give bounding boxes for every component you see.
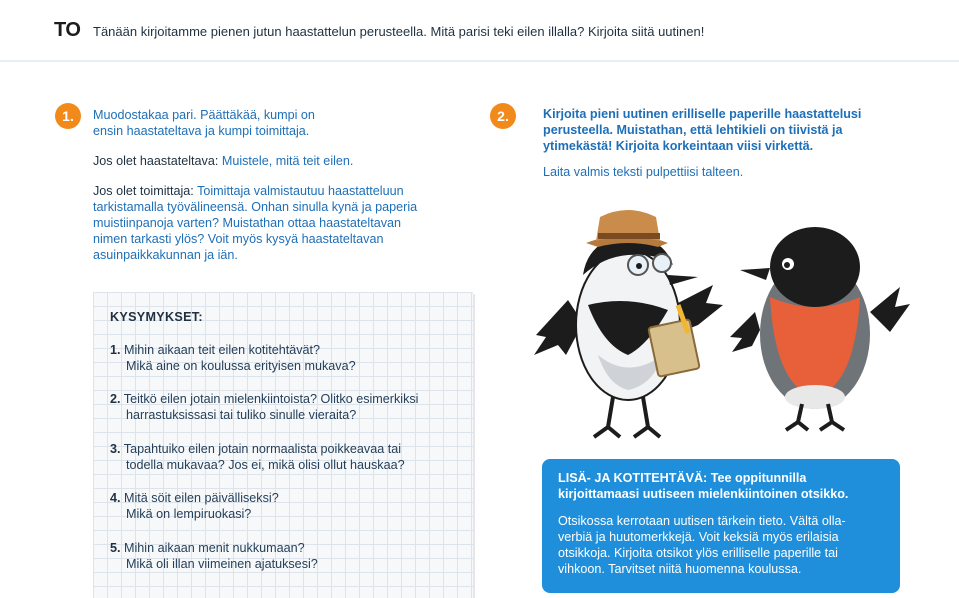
question-number: 3.: [110, 442, 121, 456]
question-line: Mitä söit eilen päivälliseksi?: [124, 491, 279, 505]
question-line: Teitkö eilen jotain mielenkiintoista? Olitko esimerkiksi: [123, 392, 419, 406]
intro-text: Tänään kirjoitamme pienen jutun haastattelun perusteella. Mitä parisi teki eilen illalla? Kirjoita siitä uutinen!: [93, 24, 705, 39]
question-item-4: [110, 490, 470, 522]
homework-text-line-4: vihkoon. Tarvitset niitä huomenna koulussa.: [558, 562, 802, 576]
task-2-line-4: Laita valmis teksti pulpettiisi talteen.: [543, 165, 744, 179]
question-number: 5.: [110, 541, 121, 555]
journalist-label: Jos olet toimittaja:: [93, 184, 194, 198]
task-2-line-1: Kirjoita pieni uutinen erilliselle paperille haastattelusi: [543, 107, 862, 121]
question-item-1: [110, 342, 470, 374]
question-line: Tapahtuiko eilen jotain normaalista poikkeavaa tai: [123, 442, 402, 456]
task-2-line-3: ytimekästä! Kirjoita korkeintaan viisi virkettä.: [543, 139, 814, 153]
header-divider: [0, 60, 959, 62]
task-1-block: [93, 107, 493, 263]
homework-title-line-2: kirjoittamaasi uutiseen mielenkiintoinen otsikko.: [558, 487, 849, 501]
homework-text-line-1: Otsikossa kerrotaan uutisen tärkein tieto. Vältä olla-: [558, 514, 846, 528]
homework-text-line-2: verbiä ja huutomerkkejä. Voit keksiä myös erilaisia: [558, 530, 839, 544]
question-line: Mikä on lempiruokasi?: [126, 507, 252, 521]
journalist-bird-illustration: [528, 205, 728, 440]
question-line: todella mukavaa? Jos ei, mikä olisi ollut hauskaa?: [126, 458, 405, 472]
journalist-paragraph: [93, 183, 493, 263]
interviewee-text: Muistele, mitä teit eilen.: [221, 154, 354, 168]
task-2-block: [543, 106, 923, 180]
page-label: TO: [54, 19, 81, 41]
homework-text: [558, 513, 890, 577]
task-1-number-badge: 1.: [55, 103, 81, 129]
journalist-text-5: asuinpaikkakunnan ja iän.: [93, 248, 238, 262]
task-1-intro-line-2: ensin haastateltava ja kumpi toimittaja.: [93, 124, 310, 138]
journalist-text-1: Toimittaja valmistautuu haastatteluun: [197, 184, 404, 198]
question-line: Mihin aikaan menit nukkumaan?: [124, 541, 305, 555]
journalist-text-3: muistiinpanoja varten? Muistathan ottaa haastateltavan: [93, 216, 402, 230]
question-line: Mihin aikaan teit eilen kotitehtävät?: [124, 343, 321, 357]
journalist-text-4: nimen tarkasti ylös? Voit myös kysyä haastateltavan: [93, 232, 384, 246]
homework-title-line-1: LISÄ- JA KOTITEHTÄVÄ: Tee oppitunnilla: [558, 471, 807, 485]
question-line: Mikä oli illan viimeinen ajatuksesi?: [126, 557, 318, 571]
question-number: 2.: [110, 392, 121, 406]
task-2-line-2: perusteella. Muistathan, että lehtikieli on tiivistä ja: [543, 123, 843, 137]
question-line: harrastuksissasi tai tuliko sinulle vieraita?: [126, 408, 357, 422]
question-item-5: [110, 540, 470, 572]
question-line: Mikä aine on koulussa erityisen mukava?: [126, 359, 356, 373]
homework-text-line-3: otsikkoja. Kirjoita otsikot ylös erilliselle paperille tai: [558, 546, 838, 560]
questions-title: KYSYMYKSET:: [110, 310, 203, 324]
question-item-2: [110, 391, 470, 423]
task-1-intro-line-1: Muodostakaa pari. Päättäkää, kumpi on: [93, 108, 315, 122]
journalist-text-2: tarkistamalla työvälineensä. Onhan sinulla kynä ja paperia: [93, 200, 418, 214]
question-item-3: [110, 441, 470, 473]
question-number: 1.: [110, 343, 121, 357]
task-2-number-badge: 2.: [490, 103, 516, 129]
interviewee-paragraph: [93, 153, 493, 169]
interviewee-label: Jos olet haastateltava:: [93, 154, 219, 168]
homework-title: [558, 470, 888, 502]
bullfinch-bird-illustration: [730, 222, 910, 437]
question-number: 4.: [110, 491, 121, 505]
